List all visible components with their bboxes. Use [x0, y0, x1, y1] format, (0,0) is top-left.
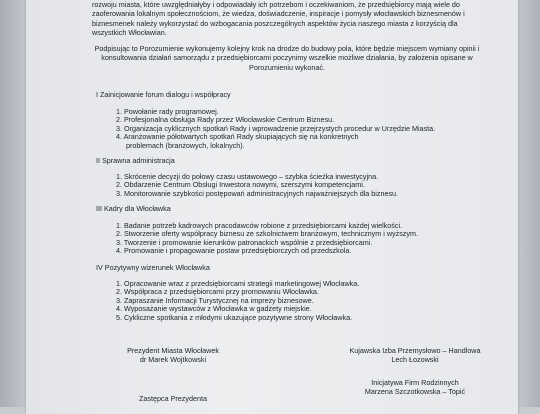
- list-item: 3. Tworzenie i promowanie kierunków patronackich wspólnie z przedsiębiorcami.: [116, 237, 373, 247]
- section-heading-1: I Zainicjowanie forum dialogu i współpracy: [96, 90, 231, 99]
- list-item: 1. Badanie potrzeb kadrowych pracodawców robione z przedsiębiorcami każdej wielkości.: [116, 221, 403, 230]
- signature-family-business: [325, 378, 505, 396]
- list-item: 1. Skrócenie decyzji do połowy czasu ustawowego – szybka ścieżka inwestycyjna.: [116, 172, 379, 181]
- president-title: Prezydent Miasta Włocławek: [127, 346, 219, 355]
- intro-paragraph: rozwoju miasta, które uwzględniałyby i odpowiadały ich potrzebom i oczekiwaniom, że przedsiębiorcy mają wiele do zaoferowania lokalnym społecznościom, że wiedza, doświadczenie, inspiracje i pomysły włocławskich biznesmenów i biznesmenek należy wykorzystać do wzbogacania poszczególnych aspektów życia naszego miasta z korzyścią dla wszystkich Włocławian.: [92, 0, 465, 38]
- list-item: 3. Zapraszanie Informacji Turystycznej na imprezy biznesowe.: [116, 295, 314, 305]
- list-item: 4. Wyposażanie wystawców z Włocławka w gadżety miejskie.: [116, 304, 312, 314]
- section-heading-2: II Sprawna administracja: [96, 156, 175, 165]
- section-list-1: [116, 108, 446, 150]
- signature-president: [98, 346, 248, 364]
- section-list-4: [116, 280, 436, 322]
- signature-chamber: [325, 346, 505, 364]
- section-heading-3: III Kadry dla Włocławka: [96, 204, 171, 213]
- list-item: 4. Aranżowanie półotwartych spotkań Rady skupiających się na konkretnych problemach (branżowych, lokalnych).: [116, 132, 359, 150]
- list-item: 1. Opracowanie wraz z przedsiębiorcami strategii marketingowej Włocławka.: [116, 279, 360, 288]
- family-title: Inicjatywa Firm Rodzinnych: [371, 378, 459, 387]
- section-list-2: [116, 173, 436, 198]
- list-item: 2. Współpraca z przedsiębiorcami przy promowaniu Włocławka.: [116, 287, 319, 297]
- list-item: 3. Monitorowanie szybkości postępowań administracyjnych najważniejszych dla biznesu.: [116, 188, 399, 198]
- list-item: 2. Profesjonalna obsługa Rady przez Włocławskie Centrum Biznesu.: [116, 115, 335, 125]
- list-item: 2. Stworzenie oferty współpracy biznesu ze szkolnictwem branżowym, technicznym i wyższym.: [116, 229, 418, 239]
- background-left: [0, 0, 26, 407]
- president-name: dr Marek Wojtkowski: [139, 355, 207, 364]
- deputy-title: Zastępca Prezydenta: [139, 394, 207, 403]
- chamber-title: Kujawska Izba Przemysłowo – Handlowa: [349, 346, 481, 355]
- family-name: Marzena Szczotkowska – Topić: [364, 387, 466, 396]
- list-item: 2. Obdarzenie Centrum Obsługi Inwestora nowymi, szerszymi kompetencjami.: [116, 180, 365, 190]
- section-list-3: [116, 222, 436, 256]
- list-item: 3. Organizacja cyklicznych spotkań Rady i wprowadzenie przejrzystych procedur w Urzędzie Miasta.: [116, 123, 436, 133]
- background-right: [518, 0, 540, 407]
- list-item: 1. Powołanie rady programowej.: [116, 107, 219, 116]
- chamber-name: Lech Łozowski: [391, 355, 439, 364]
- signing-paragraph: Podpisując to Porozumienie wykonujemy kolejny krok na drodze do budowy pola, które będzie miejscem wymiany opinii i konsultowania działań samorządu z przedsiębiorcami poczynimy wszelkie możliwe działania, by założenia opisane w Porozumieniu wykonać.: [94, 44, 480, 72]
- list-item: 5. Cykliczne spotkania z młodymi ukazujące pozytywne strony Włocławka.: [116, 312, 353, 322]
- section-heading-4: IV Pozytywny wizerunek Włocławka: [96, 263, 210, 272]
- list-item: 4. Promowanie i propagowanie postaw przedsiębiorczych od przedszkola.: [116, 246, 352, 256]
- signature-deputy: [98, 394, 248, 403]
